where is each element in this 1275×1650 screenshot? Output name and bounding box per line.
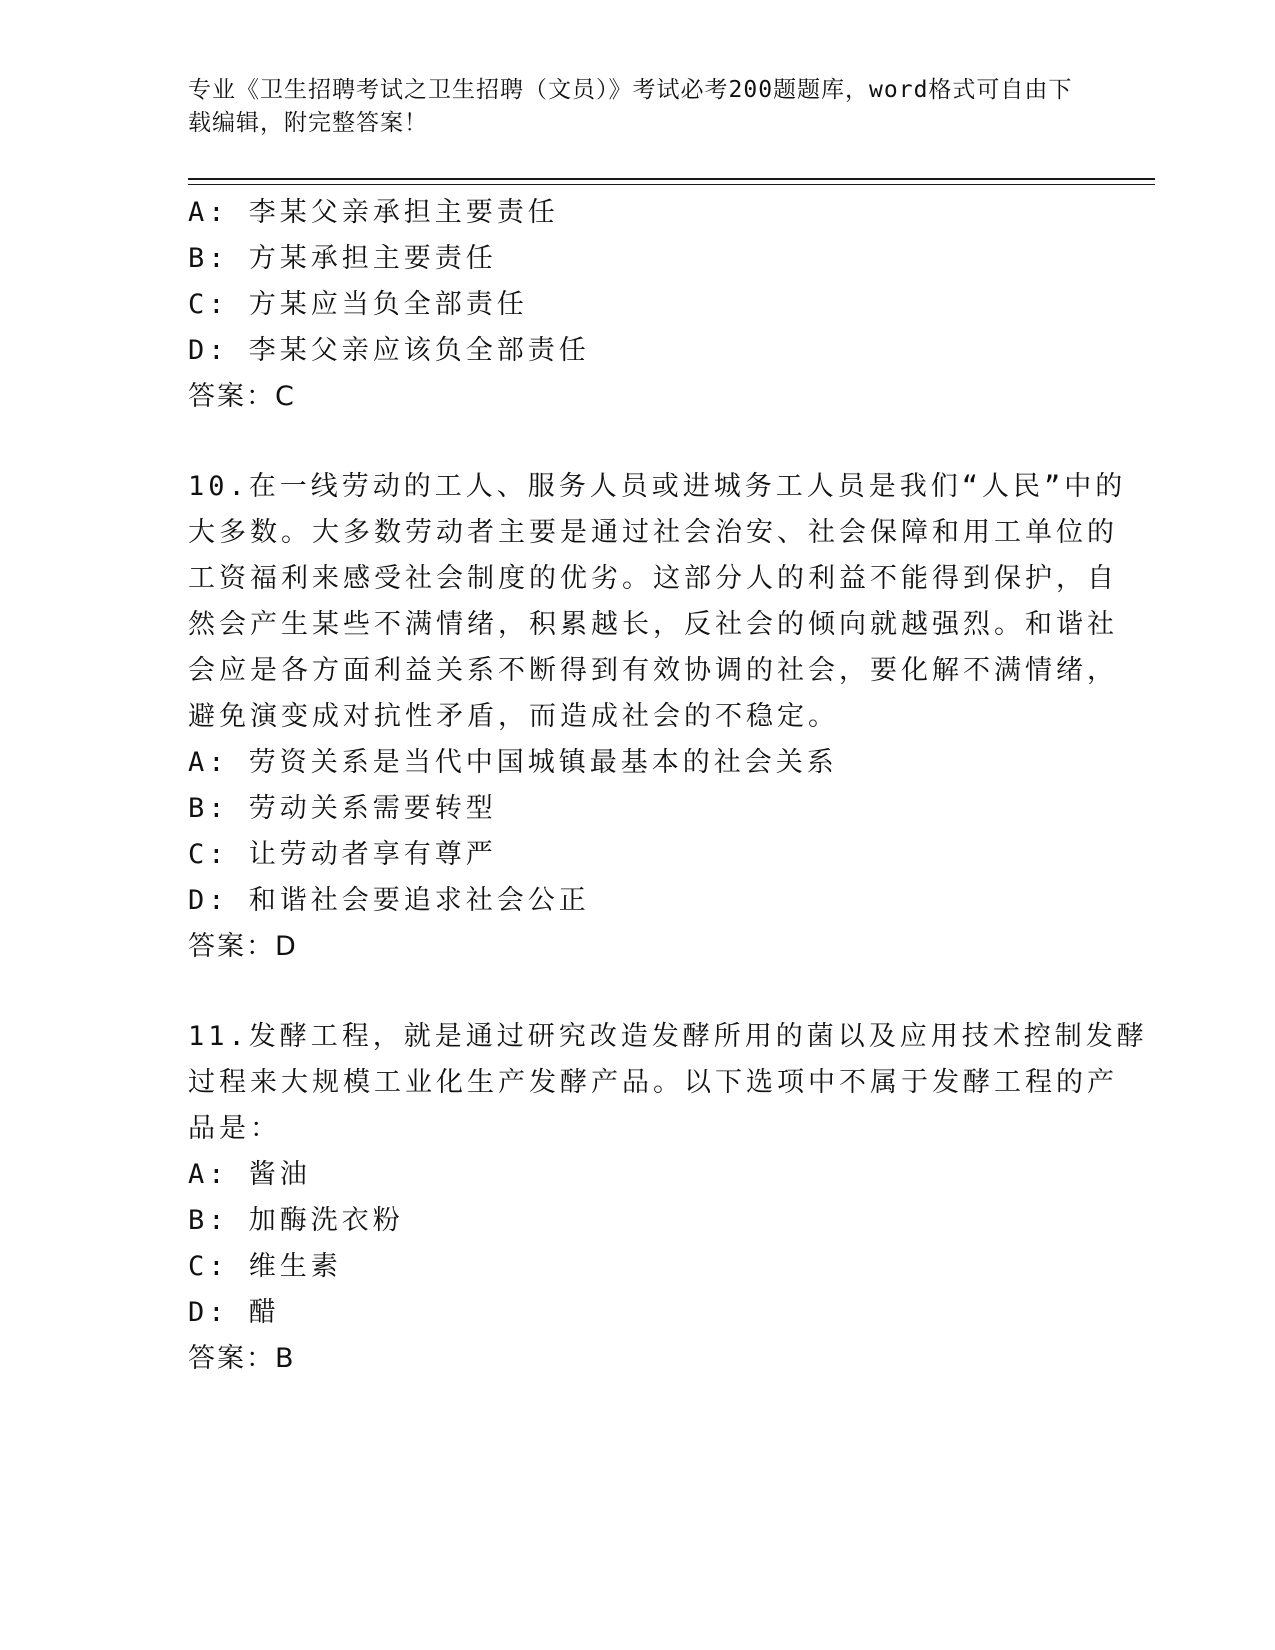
- option-c: C: 让劳动者享有尊严: [188, 839, 497, 870]
- question-stem-line: 工资福利来感受社会制度的优劣。这部分人的利益不能得到保护，自: [188, 563, 1118, 594]
- question-stem-line: 会应是各方面利益关系不断得到有效协调的社会，要化解不满情绪，: [188, 655, 1118, 686]
- option-a: A: 酱油: [188, 1159, 311, 1190]
- option-c: C: 维生素: [188, 1251, 342, 1282]
- question-stem-line: 11.发酵工程，就是通过研究改造发酵所用的菌以及应用技术控制发酵: [188, 1021, 1148, 1052]
- option-a: A: 李某父亲承担主要责任: [188, 197, 559, 228]
- header-divider-thick: [188, 178, 1155, 180]
- option-d: D: 醋: [188, 1297, 280, 1328]
- question-stem-line: 然会产生某些不满情绪，积累越长，反社会的倾向就越强烈。和谐社: [188, 609, 1118, 640]
- answer: 答案：C: [188, 381, 296, 412]
- question-stem-line: 过程来大规模工业化生产发酵产品。以下选项中不属于发酵工程的产: [188, 1067, 1118, 1098]
- option-c: C: 方某应当负全部责任: [188, 289, 528, 320]
- option-b: B: 方某承担主要责任: [188, 243, 497, 274]
- question-11: [188, 1014, 1148, 1382]
- header-divider-thin: [188, 184, 1155, 185]
- question-stem-line: 避免演变成对抗性矛盾，而造成社会的不稳定。: [188, 701, 839, 732]
- question-content: [188, 190, 1148, 1382]
- document-header: 专业《卫生招聘考试之卫生招聘（文员）》考试必考200题题库，word格式可自由下载编辑，附完整答案！: [188, 77, 1073, 136]
- option-d: D: 李某父亲应该负全部责任: [188, 335, 590, 366]
- question-stem-line: 大多数。大多数劳动者主要是通过社会治安、社会保障和用工单位的: [188, 517, 1118, 548]
- spacer: [188, 420, 1088, 464]
- question-stem-line: 品是：: [188, 1113, 281, 1144]
- question-9: [188, 190, 1088, 420]
- question-10: [188, 464, 1127, 970]
- option-b: B: 加酶洗衣粉: [188, 1205, 404, 1236]
- answer: 答案：B: [188, 1343, 296, 1374]
- spacer: [188, 970, 1088, 1014]
- answer: 答案：D: [188, 931, 298, 962]
- option-a: A: 劳资关系是当代中国城镇最基本的社会关系: [188, 747, 838, 778]
- option-d: D: 和谐社会要追求社会公正: [188, 885, 590, 916]
- option-b: B: 劳动关系需要转型: [188, 793, 497, 824]
- question-stem-line: 10.在一线劳动的工人、服务人员或进城务工人员是我们“人民”中的: [188, 471, 1127, 502]
